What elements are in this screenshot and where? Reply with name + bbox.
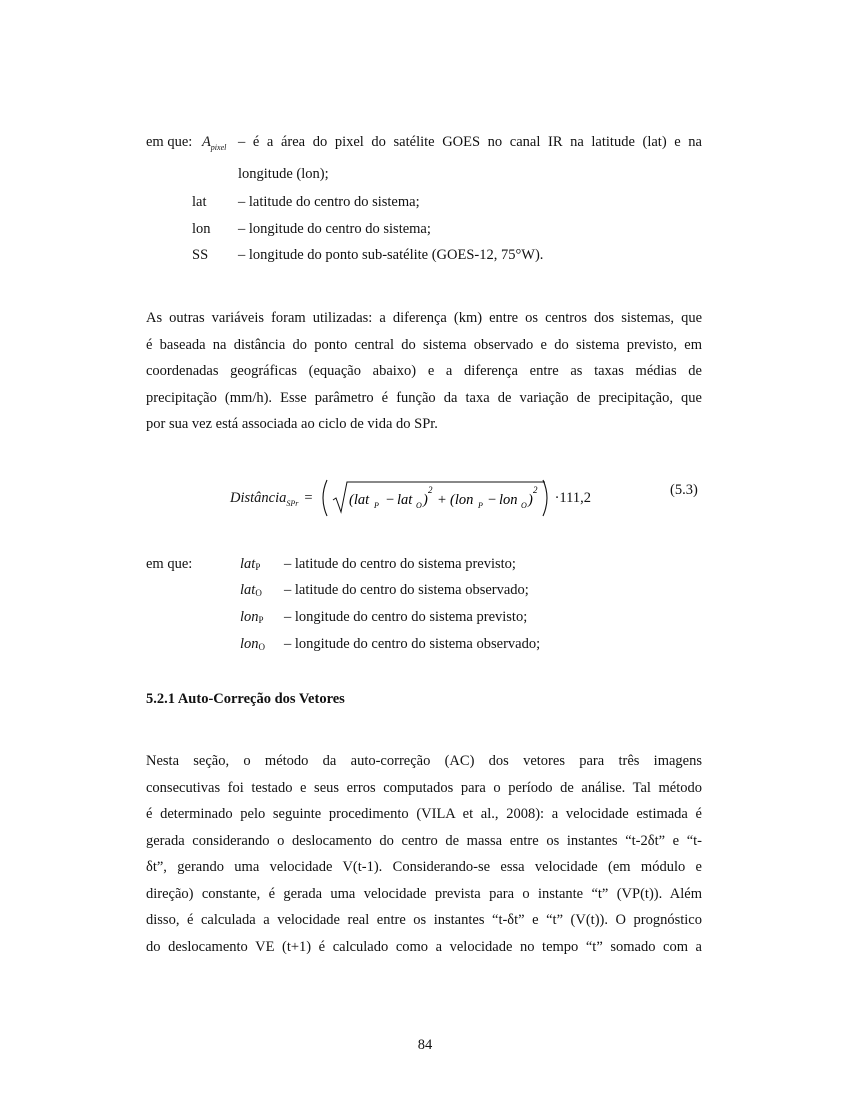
definition-pixel-area: – é a área do pixel do satélite GOES no canal IR na latitude (lat) e na bbox=[238, 134, 702, 150]
term-lon: lon bbox=[192, 221, 211, 237]
where-label: em que: bbox=[146, 134, 193, 150]
symbol-a-pixel: $A_{pixel}$ bbox=[201, 134, 227, 152]
term-ss: SS bbox=[192, 247, 209, 263]
paragraph-line: direção) constante, é gerada uma velocidade prevista para o instante “t” (VP(t)). Além bbox=[146, 885, 702, 902]
definition-lon: – longitude do centro do sistema; bbox=[238, 221, 431, 237]
paragraph-line: disso, é calculada a velocidade real entre os instantes “t-δt” e “t” (V(t)). O prognóstico bbox=[146, 912, 702, 928]
definition-pixel-area-cont: longitude (lon); bbox=[238, 166, 329, 182]
svg-text:lat: lat bbox=[396, 492, 412, 508]
definition-lon-o: – longitude do centro do sistema observado; bbox=[284, 636, 541, 652]
svg-text:+: + bbox=[436, 492, 447, 508]
svg-text:): ) bbox=[422, 492, 428, 508]
paragraph-line: é determinado pelo seguinte procedimento (VILA et al., 2008): a velocidade estimada é bbox=[146, 806, 702, 822]
definition-lat: – latitude do centro do sistema; bbox=[238, 194, 420, 210]
symbol-subscript: pixel bbox=[210, 143, 227, 152]
where-intro-2: em que: bbox=[146, 556, 193, 572]
svg-text:(lat: (lat bbox=[348, 492, 369, 508]
term-lat: lat bbox=[192, 194, 207, 210]
svg-text:): ) bbox=[527, 492, 533, 508]
paragraph-line: é baseada na distância do ponto central do sistema observado e do sistema previsto, em bbox=[146, 336, 702, 353]
where-intro bbox=[146, 133, 226, 153]
variable-lat-p: latP bbox=[240, 556, 261, 572]
definition-lon-p: – longitude do centro do sistema previsto; bbox=[284, 609, 528, 625]
variable-lon-o: lonO bbox=[240, 636, 266, 652]
paragraph-line: Nesta seção, o método da auto-correção (AC) dos vetores para três imagens bbox=[146, 753, 702, 769]
definition-lat-o: – latitude do centro do sistema observado; bbox=[284, 582, 529, 598]
paragraph-variables bbox=[146, 305, 702, 438]
equation-lhs: Distância$_{SPr}$ bbox=[230, 489, 299, 508]
equals-sign: = bbox=[304, 489, 313, 506]
svg-text:lon: lon bbox=[498, 492, 518, 508]
variable-lon-p: lonP bbox=[240, 609, 264, 625]
svg-text:−: − bbox=[486, 492, 497, 508]
svg-text:(lon: (lon bbox=[449, 492, 473, 508]
equation-number: (5.3) bbox=[670, 482, 698, 498]
paragraph-line: por sua vez está associada ao ciclo de vida do SPr. bbox=[146, 416, 438, 432]
variable-lat-o: latO bbox=[240, 582, 262, 598]
svg-text:−: − bbox=[384, 492, 395, 508]
section-heading: 5.2.1 Auto-Correção dos Vetores bbox=[146, 691, 345, 707]
paragraph-line: coordenadas geográficas (equação abaixo) e a diferença entre as taxas médias de bbox=[146, 363, 702, 379]
paragraph-line: δt”, gerando uma velocidade V(t-1). Considerando-se essa velocidade (em módulo e bbox=[146, 859, 702, 875]
page-number: 84 bbox=[417, 1037, 433, 1053]
equation-sqrt-expression bbox=[319, 478, 551, 518]
paragraph-line: consecutivas foi testado e seus erros computados para o período de análise. Tal método bbox=[146, 779, 702, 796]
equation-lhs-subscript: SPr bbox=[286, 498, 299, 508]
definition-ss: – longitude do ponto sub-satélite (GOES-12, 75°W). bbox=[238, 247, 544, 263]
equation-multiplier: ·111,2 bbox=[554, 489, 591, 506]
svg-text:P: P bbox=[373, 501, 379, 510]
definition-lat-p: – latitude do centro do sistema previsto; bbox=[284, 556, 516, 572]
svg-text:2: 2 bbox=[427, 485, 433, 495]
equation-distance bbox=[230, 478, 591, 518]
svg-text:O: O bbox=[520, 501, 527, 510]
svg-text:O: O bbox=[415, 501, 422, 510]
paragraph-auto-correction bbox=[146, 748, 702, 960]
svg-text:2: 2 bbox=[532, 485, 538, 495]
paragraph-line: do deslocamento VE (t+1) é calculado como a velocidade no tempo “t” somado com a bbox=[146, 938, 702, 955]
paragraph-line: gerada considerando o deslocamento do centro de massa entre os instantes “t-2δt” e “t- bbox=[146, 832, 702, 849]
paragraph-line: precipitação (mm/h). Esse parâmetro é função da taxa de variação de precipitação, que bbox=[146, 389, 702, 406]
svg-text:P: P bbox=[477, 501, 483, 510]
paragraph-line: As outras variáveis foram utilizadas: a diferença (km) entre os centros dos sistemas, que bbox=[146, 310, 702, 326]
